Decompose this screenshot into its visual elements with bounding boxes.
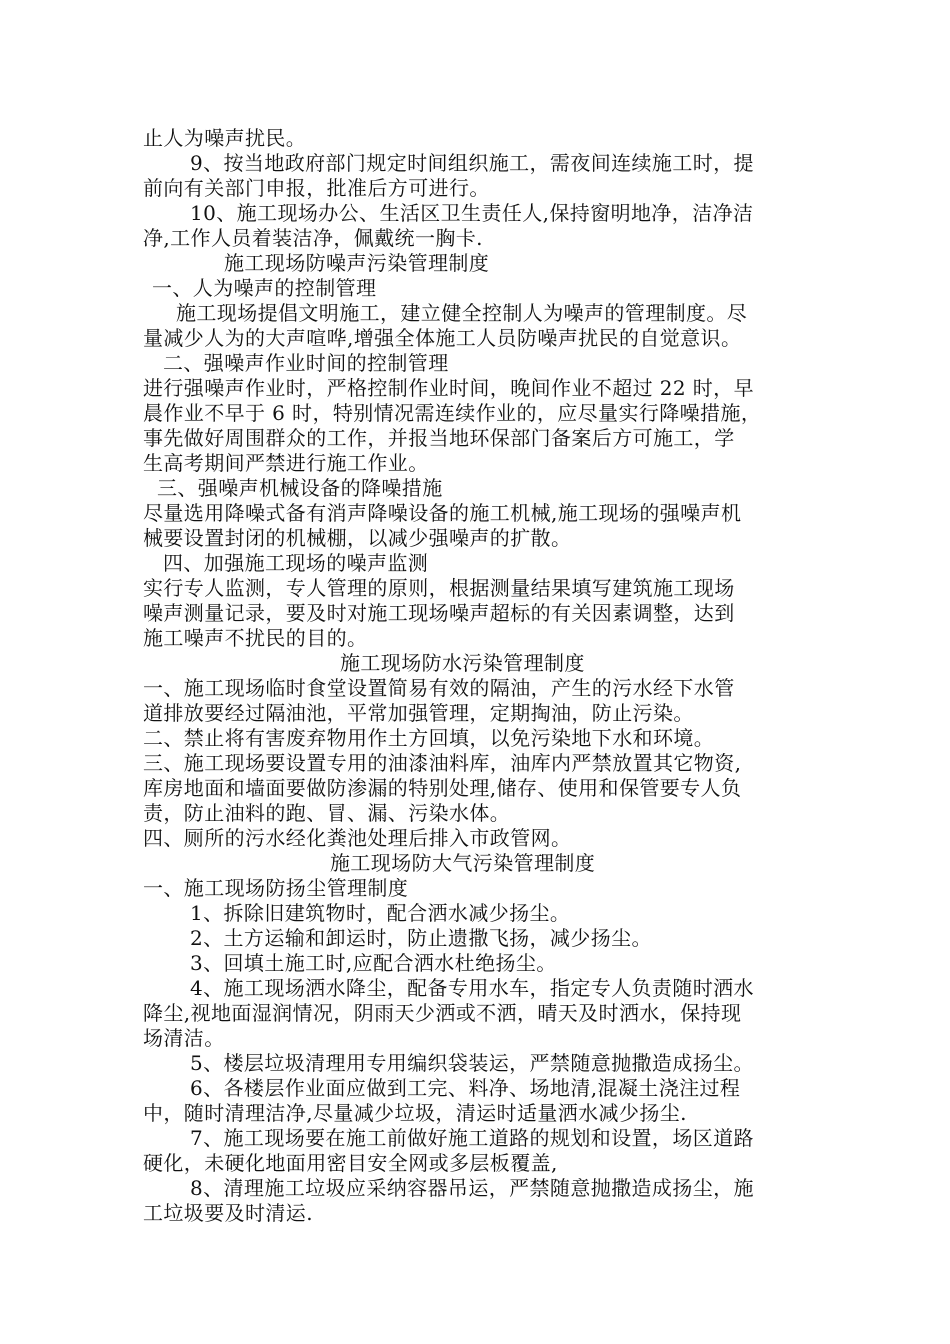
text-line: 3、回填土施工时,应配合洒水杜绝扬尘。 xyxy=(190,951,557,975)
text-line: 三、施工现场要设置专用的油漆油料库，油库内严禁放置其它物资, xyxy=(143,751,742,775)
text-line: 5、楼层垃圾清理用专用编织袋装运，严禁随意抛撒造成扬尘。 xyxy=(190,1051,754,1075)
text-line: 生高考期间严禁进行施工作业。 xyxy=(143,451,429,475)
text-line: 止人为噪声扰民。 xyxy=(143,126,307,150)
text-line: 晨作业不早于 6 时，特别情况需连续作业的，应尽量实行降噪措施， xyxy=(143,401,762,425)
text-line: 降尘,视地面湿润情况，阴雨天少洒或不洒，晴天及时洒水，保持现 xyxy=(143,1001,742,1025)
section-heading: 施工现场防噪声污染管理制度 xyxy=(224,251,490,275)
text-line: 场清洁。 xyxy=(143,1026,225,1050)
text-line: 二、禁止将有害废弃物用作土方回填，以免污染地下水和环境。 xyxy=(143,726,715,750)
text-line: 实行专人监测，专人管理的原则，根据测量结果填写建筑施工现场 xyxy=(143,576,735,600)
text-line: 械要设置封闭的机械棚，以减少强噪声的扩散。 xyxy=(143,526,572,550)
text-line: 量减少人为的大声喧哗,增强全体施工人员防噪声扰民的自觉意识。 xyxy=(143,326,742,350)
text-line: 前向有关部门申报，批准后方可进行。 xyxy=(143,176,490,200)
subsection-heading: 一、人为噪声的控制管理 xyxy=(152,276,377,300)
text-line: 2、土方运输和卸运时，防止遗撒飞扬，减少扬尘。 xyxy=(190,926,652,950)
subsection-heading: 二、强噪声作业时间的控制管理 xyxy=(163,351,449,375)
text-line: 噪声测量记录，要及时对施工现场噪声超标的有关因素调整，达到 xyxy=(143,601,735,625)
subsection-heading: 四、加强施工现场的噪声监测 xyxy=(163,551,429,575)
text-line: 净,工作人员着装洁净，佩戴统一胸卡. xyxy=(143,226,483,250)
section-heading: 施工现场防大气污染管理制度 xyxy=(330,851,596,875)
text-line: 责，防止油料的跑、冒、漏、污染水体。 xyxy=(143,801,511,825)
section-heading: 施工现场防水污染管理制度 xyxy=(340,651,585,675)
text-line: 4、施工现场洒水降尘，配备专用水车，指定专人负责随时洒水 xyxy=(190,976,754,1000)
text-line: 8、清理施工垃圾应采纳容器吊运，严禁随意抛撒造成扬尘，施 xyxy=(190,1176,754,1200)
text-line: 中，随时清理洁净,尽量减少垃圾，清运时适量洒水减少扬尘. xyxy=(143,1101,687,1125)
text-line: 10、施工现场办公、生活区卫生责任人,保持窗明地净，洁净洁 xyxy=(190,201,754,225)
text-line: 6、各楼层作业面应做到工完、料净、场地清,混凝土浇注过程 xyxy=(190,1076,741,1100)
text-line: 库房地面和墙面要做防渗漏的特别处理,储存、使用和保管要专人负 xyxy=(143,776,742,800)
text-line: 施工噪声不扰民的目的。 xyxy=(143,626,368,650)
text-line: 四、厕所的污水经化粪池处理后排入市政管网。 xyxy=(143,826,572,850)
text-line: 施工现场提倡文明施工，建立健全控制人为噪声的管理制度。尽 xyxy=(176,301,748,325)
subsection-heading: 一、施工现场防扬尘管理制度 xyxy=(143,876,409,900)
text-line: 9、按当地政府部门规定时间组织施工，需夜间连续施工时，提 xyxy=(190,151,754,175)
text-line: 道排放要经过隔油池，平常加强管理，定期掏油，防止污染。 xyxy=(143,701,694,725)
text-line: 进行强噪声作业时，严格控制作业时间，晚间作业不超过 22 时，早 xyxy=(143,376,754,400)
subsection-heading: 三、强噪声机械设备的降噪措施 xyxy=(157,476,443,500)
text-line: 一、施工现场临时食堂设置简易有效的隔油，产生的污水经下水管 xyxy=(143,676,735,700)
text-line: 硬化，未硬化地面用密目安全网或多层板覆盖, xyxy=(143,1151,558,1175)
text-line: 7、施工现场要在施工前做好施工道路的规划和设置，场区道路 xyxy=(190,1126,754,1150)
text-line: 尽量选用降噪式备有消声降噪设备的施工机械,施工现场的强噪声机 xyxy=(143,501,742,525)
text-line: 1、拆除旧建筑物时，配合洒水减少扬尘。 xyxy=(190,901,571,925)
text-line: 工垃圾要及时清运. xyxy=(143,1201,313,1225)
text-line: 事先做好周围群众的工作，并报当地环保部门备案后方可施工，学 xyxy=(143,426,735,450)
